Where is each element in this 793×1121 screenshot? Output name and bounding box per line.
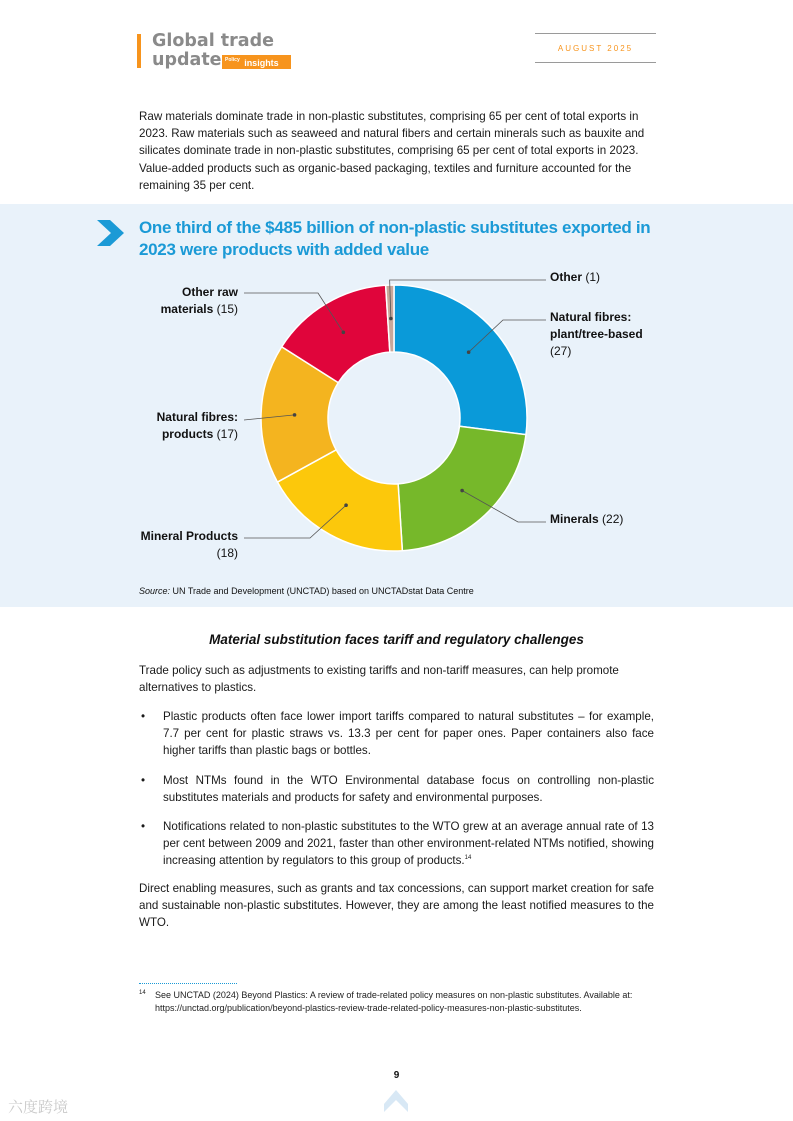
- issue-date: AUGUST 2025: [557, 44, 634, 53]
- leader-dot-natural-fibres-products: [293, 413, 297, 417]
- leader-dot-mineral-products: [344, 503, 348, 507]
- figure-source: Source: UN Trade and Development (UNCTAD) based on UNCTADstat Data Centre: [139, 586, 474, 596]
- label-mineral-products: Mineral Products (18): [140, 529, 238, 560]
- slice-minerals: [398, 426, 526, 550]
- label-other-raw-materials: Other raw materials (15): [160, 285, 238, 316]
- chevron-up-icon[interactable]: [384, 1090, 408, 1112]
- watermark: 六度跨境: [8, 1098, 69, 1116]
- list-item: • Plastic products often face lower import tariffs compared to natural substitutes – for example, 7.7 per cent for plastic straws vs. 13.3 per cent for paper ones. Paper containers also face higher tariffs than plastic bags or bottles.: [139, 708, 654, 760]
- bullet-list: [139, 708, 654, 882]
- intro-paragraph: Raw materials dominate trade in non-plastic substitutes, comprising 65 per cent of total exports in 2023. Raw materials such as seaweed and natural fibers and certain minerals such as bauxite and silicates dominate trade in non-plastic substitutes, comprising 65 per cent of total exports in 2023. Value-added products such as organic-based packaging, textiles and furniture accounted for the remaining 35 per cent.: [139, 110, 645, 192]
- slice-natural-fibres-plant: [394, 285, 527, 435]
- policy-insights-badge: $^{Policy}$ insights: [222, 55, 291, 69]
- footnote-divider: [139, 983, 237, 984]
- leader-dot-other-raw-materials: [342, 331, 346, 335]
- footnote-text[interactable]: See UNCTAD (2024) Beyond Plastics: A review of trade-related policy measures on non-plastic substitutes. Available at: https://unctad.org/publication/beyond-plastics-review-trade-related-policy-measures-non-plastic-substitutes.: [155, 990, 633, 1013]
- leader-dot-minerals: [460, 489, 464, 493]
- section-paragraph-1: Trade policy such as adjustments to existing tariffs and non-tariff measures, can help promote alternatives to plastics.: [139, 664, 619, 695]
- label-natural-fibres-products: Natural fibres: products (17): [156, 410, 238, 441]
- page-number: 9: [393, 1070, 400, 1081]
- label-natural-fibres-plant: Natural fibres: plant/tree-based (27): [550, 310, 643, 358]
- leader-dot-other: [389, 317, 393, 321]
- label-other: Other (1): [550, 270, 601, 284]
- leader-dot-natural-fibres-plant: [467, 350, 471, 354]
- list-item: • Notifications related to non-plastic substitutes to the WTO grew at an average annual rate of 13 per cent between 2009 and 2021, faster than other environment-related NTMs notified, showing increasing attention by regulators to this group of products.$^{14}$: [139, 818, 654, 870]
- list-item: • Most NTMs found in the WTO Environmental database focus on controlling non-plastic substitutes materials and products for safety and environmental purposes.: [139, 772, 654, 806]
- section-paragraph-2: Direct enabling measures, such as grants and tax concessions, can support market creation for safe and sustainable non-plastic substitutes. However, they are among the least notified measures to the WTO.: [139, 882, 654, 930]
- label-minerals: Minerals (22): [550, 512, 624, 526]
- figure-title: One third of the $485 billion of non-plastic substitutes exported in 2023 were products with added value: [139, 218, 651, 259]
- footnote-number: 14: [139, 990, 146, 996]
- publication-title: Global trade update: [152, 31, 275, 70]
- footnote: [139, 989, 654, 1014]
- footnote-ref[interactable]: 14: [464, 855, 472, 862]
- section-heading: Material substitution faces tariff and regulatory challenges: [209, 632, 584, 647]
